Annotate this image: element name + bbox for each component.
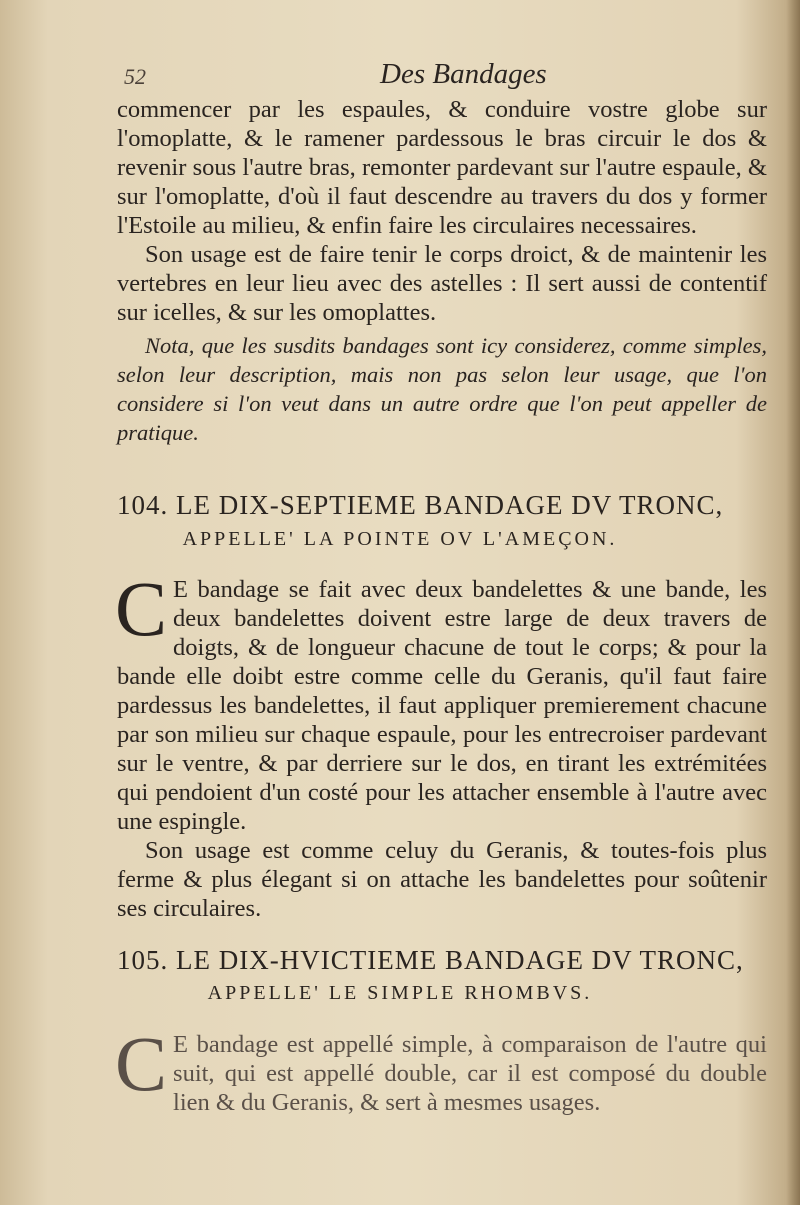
section-104-usage: Son usage est comme celuy du Geranis, & toutes-fois plus ferme & plus élegant si on attache les bandelettes pour soûtenir ses circulaires.	[117, 837, 767, 922]
section-104-paragraph-text: E bandage se fait avec deux bandelettes & une bande, les deux bandelettes doivent estre large de deux travers de doigts, & de longueur chacune de tout le corps; & pour la bande elle doibt estre comme celle du Geranis, qu'il faut faire pardessus les bandelettes, il faut appliquer premierement chacune par son milieu sur chaque espaule, pour les entrecroiser pardevant sur le ventre, & par derriere sur le dos, en tirant les extrémitées qui pendoient d'un costé pour les attacher ensemble à l'autre avec une espingle.	[117, 576, 767, 835]
dropcap: C	[115, 565, 168, 652]
dropcap: C	[115, 1020, 168, 1107]
running-head: Des Bandages	[380, 58, 547, 90]
section-105-paragraph	[115, 1020, 767, 1117]
usage-paragraph: Son usage est de faire tenir le corps droict, & de maintenir les vertebres en leur lieu avec des astelles : Il sert aussi de contentif sur icelles, & sur les omoplattes.	[117, 241, 767, 326]
page-edge	[786, 0, 800, 1205]
section-105-subtitle: APPELLE' LE SIMPLE RHOMBVS.	[207, 982, 593, 1004]
section-104-title: 104. LE DIX-SEPTIEME BANDAGE DV TRONC,	[117, 490, 724, 520]
section-105-title: 105. LE DIX-HVICTIEME BANDAGE DV TRONC,	[117, 945, 744, 975]
section-104-body	[115, 565, 767, 923]
section-104-paragraph	[115, 565, 767, 836]
section-105-body	[115, 1020, 767, 1117]
continued-paragraph: commencer par les espaules, & conduire vostre globe sur l'omoplatte, & le ramener pardessous le bras circuir le dos & revenir sous l'autre bras, remonter pardevant sur l'autre espaule, & sur l'omoplatte, d'où il faut descendre au travers du dos y former l'Estoile au milieu, & enfin faire les circulaires necessaires.	[117, 96, 767, 239]
continued-text	[117, 95, 767, 447]
page-number: 52	[124, 64, 146, 89]
section-105-paragraph-text: E bandage est appellé simple, à comparaison de l'autre qui suit, qui est appellé double, car il est composé du double lien & du Geranis, & sert à mesmes usages.	[173, 1031, 767, 1116]
nota-paragraph: Nota, que les susdits bandages sont icy considerez, comme simples, selon leur description, mais non pas selon leur usage, que l'on considere si l'on veut dans un autre ordre que l'on peut appeller de pratique.	[117, 333, 767, 445]
page-header	[118, 58, 758, 98]
section-104-subtitle: APPELLE' LA POINTE OV L'AMEÇON.	[182, 528, 618, 550]
